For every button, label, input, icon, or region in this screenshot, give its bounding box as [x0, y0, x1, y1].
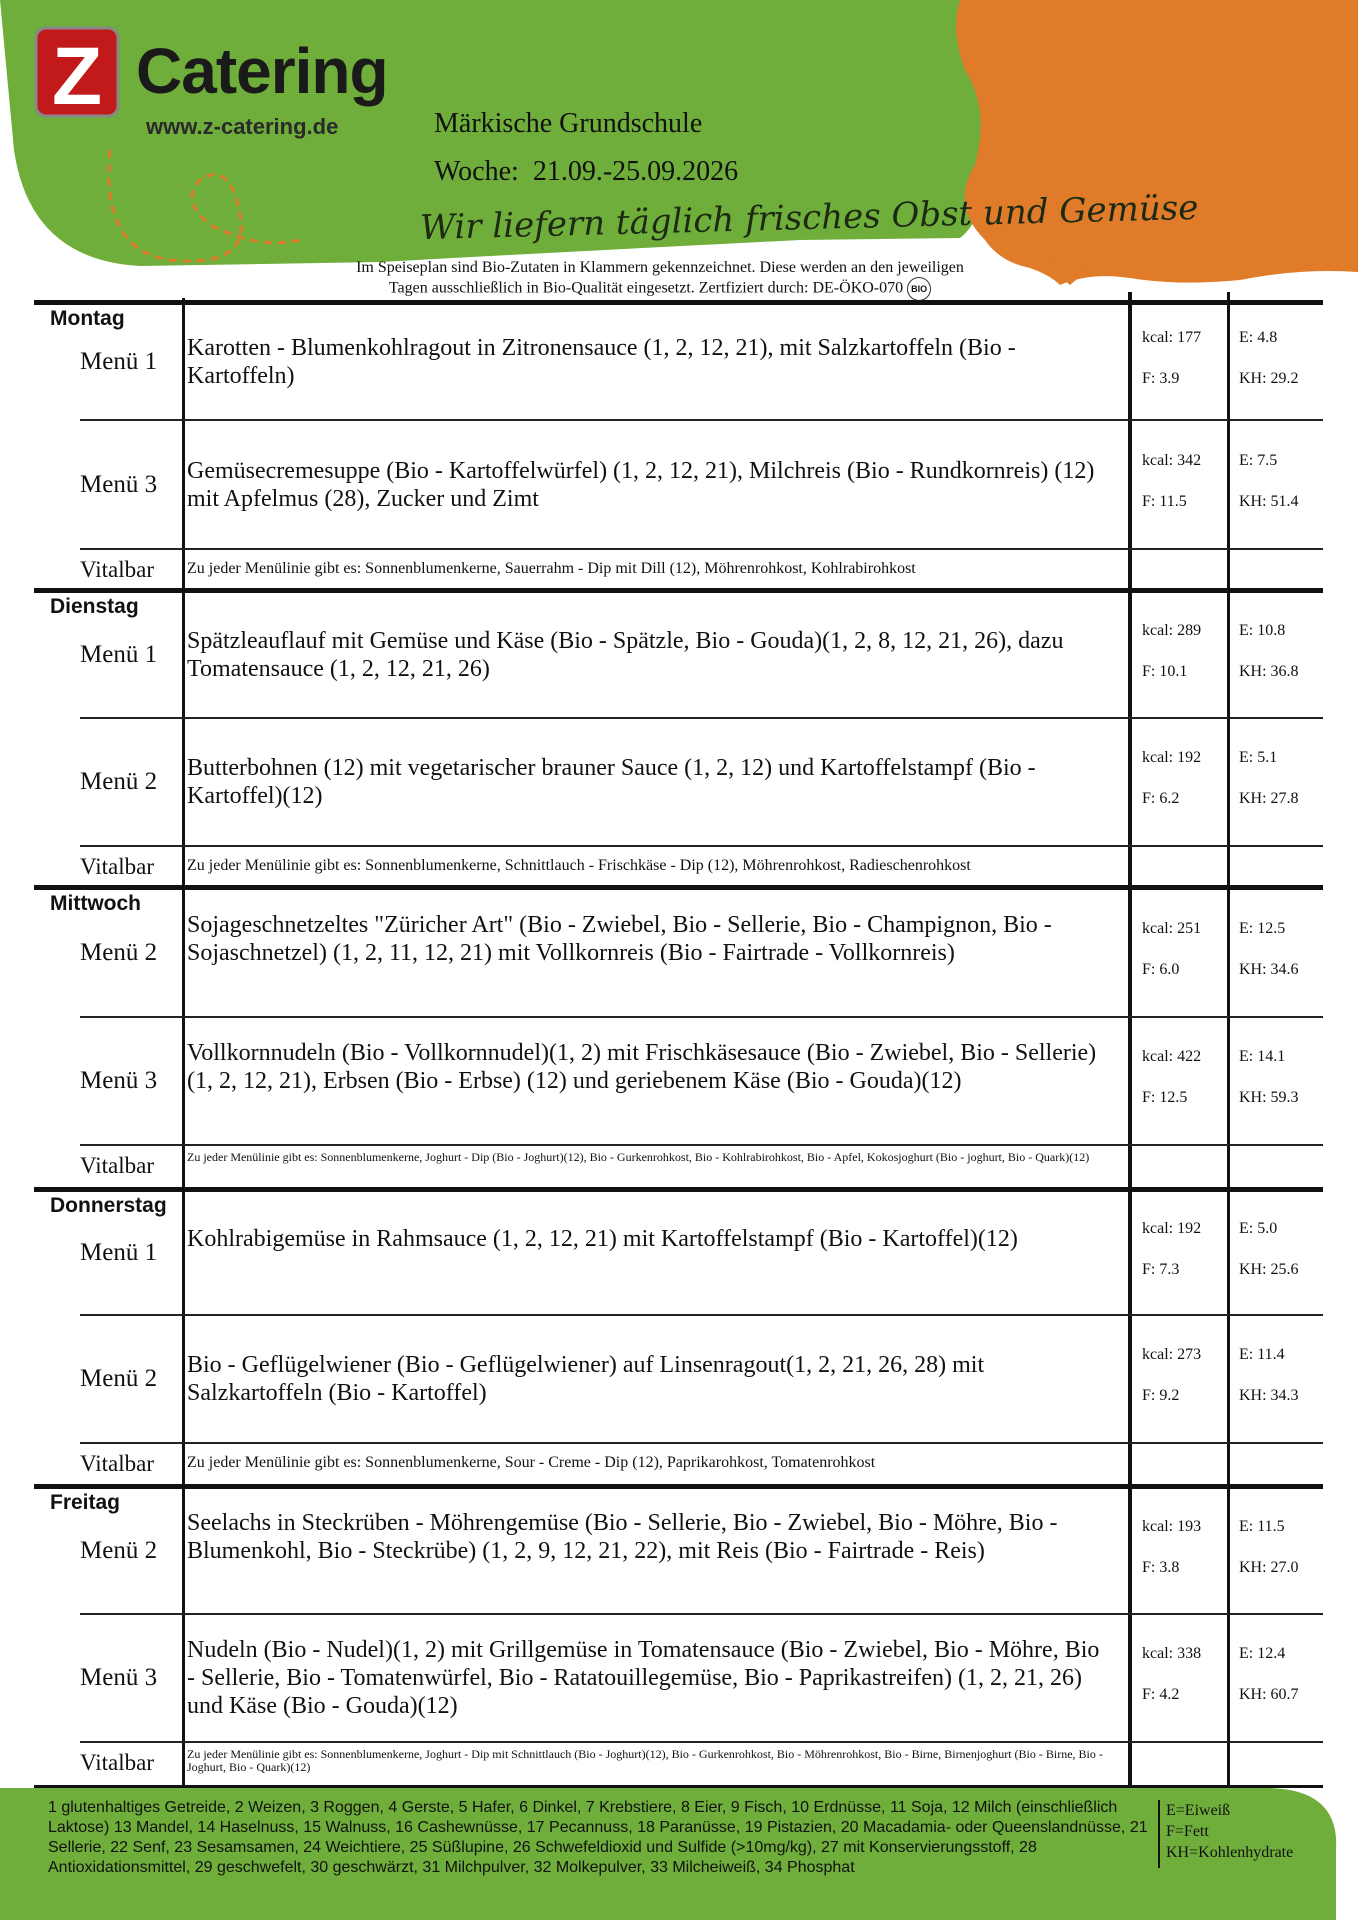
menu-label: Menü 3 — [80, 1664, 158, 1691]
legend-fat: F=Fett — [1166, 1823, 1209, 1840]
kcal-value: kcal: 422 — [1142, 1048, 1202, 1065]
bio-note — [300, 258, 1020, 301]
carbs-value: KH: 51.4 — [1239, 492, 1299, 510]
nutrition-legend — [1166, 1800, 1293, 1863]
menu-label: Menü 2 — [80, 1536, 158, 1564]
carbs-value: KH: 27.8 — [1239, 790, 1299, 807]
carbs-value: KH: 60.7 — [1239, 1686, 1299, 1703]
day-name: Donnerstag — [50, 1194, 167, 1217]
fat-value: F: 9.2 — [1142, 1387, 1180, 1404]
protein-value: E: 5.0 — [1239, 1219, 1278, 1237]
school-name: Märkische Grundschule — [434, 108, 703, 139]
bio-note-line2: Tagen ausschließlich in Bio-Qualität eingesetzt. Zertfiziert durch: DE-ÖKO-070 BIO — [300, 277, 1020, 301]
vital-separator — [80, 845, 1323, 847]
carbs-value: KH: 59.3 — [1239, 1089, 1299, 1106]
kcal-value: kcal: 338 — [1142, 1645, 1202, 1662]
column-divider-left — [182, 298, 185, 1788]
logo-name: Catering — [136, 35, 388, 107]
allergen-list: 1 glutenhaltiges Getreide, 2 Weizen, 3 Roggen, 4 Gerste, 5 Hafer, 6 Dinkel, 7 Krebstiere, 8 Eier, 9 Fisch, 10 Erdnüsse, 11 Soja, 12 Milch (einschließlich Laktose) 13 Mandel, 14 Haselnuss, 15 Walnuss, 16 Cashewnüsse, 17 Pecannuss, 18 Paranüsse, 19 Pistazien, 20 Macadamia- oder Queenslandnüsse, 21 Sellerie, 22 Senf, 23 Sesamsamen, 24 Weichtiere, 25 Süßlupine, 26 Schwefeldioxid und Sulfide (>10mg/kg), 27 mit Konservierungsstoff, 28 Antioxidationsmittel, 29 geschwefelt, 30 geschwärzt, 31 Milchpulver, 32 Molkepulver, 33 Milcheiweiß, 34 Phosphat — [48, 1799, 1148, 1876]
protein-value: E: 11.5 — [1239, 1517, 1285, 1535]
vitalbar-text: Zu jeder Menülinie gibt es: Sonnenblumenkerne, Sour - Creme - Dip (12), Paprikarohkost, Tomatenrohkost — [187, 1454, 876, 1471]
protein-value: E: 12.4 — [1239, 1645, 1286, 1662]
day-separator — [34, 300, 1323, 305]
kcal-value: kcal: 342 — [1142, 451, 1202, 469]
dish-description: Karotten - Blumenkohlragout in Zitronensauce (1, 2, 12, 21), mit Salzkartoffeln (Bio - Kartoffeln) — [187, 334, 1016, 389]
day-separator — [34, 885, 1323, 890]
kcal-value: kcal: 289 — [1142, 621, 1202, 639]
menu-separator — [80, 1016, 1323, 1018]
menu-label: Menü 1 — [80, 640, 158, 668]
week-range: 21.09.-25.09.2026 — [532, 156, 739, 187]
website-link[interactable]: www.z-catering.de — [146, 114, 339, 139]
week-label: Woche: — [434, 156, 519, 187]
vitalbar-text: Zu jeder Menülinie gibt es: Sonnenblumenkerne, Joghurt - Dip mit Schnittlauch (Bio - Joghurt)(12), Bio - Gurkenrohkost, Bio - Möhrenrohkost, Bio - Birne, Birnenjoghurt (Bio - Birne, Bio - Joghurt, Bio - Quark)(12) — [187, 1747, 1103, 1774]
menu-label: Menü 1 — [80, 1238, 158, 1266]
slogan: Wir liefern täglich frisches Obst und Gemüse — [419, 187, 1199, 249]
day-name: Mittwoch — [50, 892, 141, 915]
vital-separator — [80, 1144, 1323, 1146]
protein-value: E: 4.8 — [1239, 328, 1278, 346]
kcal-value: kcal: 177 — [1142, 328, 1202, 346]
day-separator — [34, 588, 1323, 593]
fat-value: F: 4.2 — [1142, 1686, 1180, 1703]
menu-label: Menü 2 — [80, 938, 158, 966]
vitalbar-label: Vitalbar — [80, 854, 154, 879]
menu-separator — [80, 1314, 1323, 1316]
fat-value: F: 10.1 — [1142, 662, 1188, 680]
fat-value: F: 6.0 — [1142, 960, 1180, 978]
protein-value: E: 11.4 — [1239, 1346, 1285, 1363]
day-name: Dienstag — [50, 595, 139, 618]
vitalbar-text: Zu jeder Menülinie gibt es: Sonnenblumenkerne, Sauerrahm - Dip mit Dill (12), Möhrenrohkost, Kohlrabirohkost — [187, 560, 916, 577]
protein-value: E: 7.5 — [1239, 451, 1278, 469]
carbs-value: KH: 34.6 — [1239, 960, 1299, 978]
carbs-value: KH: 25.6 — [1239, 1260, 1299, 1278]
fat-value: F: 7.3 — [1142, 1260, 1180, 1278]
protein-value: E: 12.5 — [1239, 919, 1286, 937]
menu-label: Menü 3 — [80, 1067, 158, 1094]
dish-description: Seelachs in Steckrüben - Möhrengemüse (Bio - Sellerie, Bio - Zwiebel, Bio - Möhre, Bio - Blumenkohl, Bio - Steckrübe) (1, 2, 9, 12, 21, 22), mit Reis (Bio - Fairtrade - Reis) — [187, 1509, 1058, 1564]
kcal-value: kcal: 273 — [1142, 1346, 1202, 1363]
protein-value: E: 14.1 — [1239, 1048, 1286, 1065]
column-divider-nutrition — [1128, 292, 1132, 1788]
vitalbar-label: Vitalbar — [80, 1750, 154, 1775]
fat-value: F: 3.8 — [1142, 1558, 1180, 1576]
day-separator — [34, 1187, 1323, 1192]
table-bottom-line — [34, 1785, 1323, 1788]
legend-protein: E=Eiweiß — [1166, 1802, 1231, 1819]
protein-value: E: 5.1 — [1239, 749, 1278, 766]
day-separator — [34, 1484, 1323, 1489]
kcal-value: kcal: 193 — [1142, 1517, 1202, 1535]
legend-carbs: KH=Kohlenhydrate — [1166, 1844, 1294, 1861]
day-name: Montag — [50, 307, 125, 330]
vitalbar-label: Vitalbar — [80, 1153, 154, 1178]
vital-separator — [80, 1442, 1323, 1444]
menu-separator — [80, 717, 1323, 719]
vitalbar-text: Zu jeder Menülinie gibt es: Sonnenblumenkerne, Schnittlauch - Frischkäse - Dip (12), Möhrenrohkost, Radieschenrohkost — [187, 857, 971, 874]
menu-label: Menü 2 — [80, 768, 158, 795]
dish-description: Vollkornnudeln (Bio - Vollkornnudel)(1, 2) mit Frischkäsesauce (Bio - Zwiebel, Bio - Sellerie) (1, 2, 12, 21), Erbsen (Bio - Erbse) (12) und geriebenem Käse (Bio - Gouda)(12) — [187, 1040, 1097, 1094]
footer-divider — [1158, 1800, 1160, 1868]
day-name: Freitag — [50, 1491, 121, 1514]
menu-separator — [80, 1613, 1323, 1615]
kcal-value: kcal: 251 — [1142, 919, 1202, 937]
menu-label: Menü 3 — [80, 470, 158, 498]
dish-description: Spätzleauflauf mit Gemüse und Käse (Bio - Spätzle, Bio - Gouda)(1, 2, 8, 12, 21, 26), dazu Tomatensauce (1, 2, 12, 21, 26) — [187, 627, 1064, 682]
bio-badge-icon: BIO — [907, 277, 931, 301]
logo-icon — [32, 22, 103, 122]
vitalbar-label: Vitalbar — [80, 557, 154, 582]
fat-value: F: 12.5 — [1142, 1089, 1188, 1106]
dish-description: Sojageschnetzeltes "Züricher Art" (Bio - Zwiebel, Bio - Sellerie, Bio - Champignon, Bio - Sojaschnetzel) (1, 2, 11, 12, 21) mit Vollkornreis (Bio - Fairtrade - Vollkornreis) — [187, 911, 1052, 966]
menu-label: Menü 1 — [80, 347, 158, 375]
dish-description: Nudeln (Bio - Nudel)(1, 2) mit Grillgemüse in Tomatensauce (Bio - Zwiebel, Bio - Möhre, Bio - Sellerie, Bio - Tomatenwürfel, Bio - Ratatouillegemüse, Bio - Paprikastreifen) (1, 2, 21, 26) und Käse (Bio - Gouda)(12) — [187, 1637, 1100, 1719]
week-line — [434, 156, 738, 188]
carbs-value: KH: 29.2 — [1239, 369, 1299, 387]
carbs-value: KH: 27.0 — [1239, 1558, 1299, 1576]
dish-description: Bio - Geflügelwiener (Bio - Geflügelwiener) auf Linsenragout(1, 2, 21, 26, 28) mit Salzkartoffeln (Bio - Kartoffel) — [187, 1352, 985, 1406]
fat-value: F: 6.2 — [1142, 790, 1180, 807]
dish-description: Butterbohnen (12) mit vegetarischer brauner Sauce (1, 2, 12) und Kartoffelstampf (Bio - Kartoffel)(12) — [187, 755, 1036, 809]
menu-separator — [80, 419, 1323, 421]
dish-description: Gemüsecremesuppe (Bio - Kartoffelwürfel) (1, 2, 12, 21), Milchreis (Bio - Rundkornreis) (12) mit Apfelmus (28), Zucker und Zimt — [187, 457, 1095, 512]
kcal-value: kcal: 192 — [1142, 749, 1202, 766]
fat-value: F: 11.5 — [1142, 492, 1187, 510]
column-divider-macros — [1227, 292, 1230, 1788]
bio-note-line1: Im Speiseplan sind Bio-Zutaten in Klammern gekennzeichnet. Diese werden an den jeweiligen — [356, 259, 964, 276]
carbs-value: KH: 36.8 — [1239, 662, 1299, 680]
menu-label: Menü 2 — [80, 1365, 158, 1392]
logo-letter: Z — [51, 31, 103, 122]
protein-value: E: 10.8 — [1239, 621, 1286, 639]
kcal-value: kcal: 192 — [1142, 1219, 1202, 1237]
fat-value: F: 3.9 — [1142, 369, 1180, 387]
dish-description: Kohlrabigemüse in Rahmsauce (1, 2, 12, 21) mit Kartoffelstampf (Bio - Kartoffel)(12) — [187, 1225, 1018, 1252]
vital-separator — [80, 548, 1323, 550]
carbs-value: KH: 34.3 — [1239, 1387, 1299, 1404]
vitalbar-label: Vitalbar — [80, 1451, 154, 1476]
vitalbar-text: Zu jeder Menülinie gibt es: Sonnenblumenkerne, Joghurt - Dip (Bio - Joghurt)(12), Bio - Gurkenrohkost, Bio - Kohlrabirohkost, Bio - Apfel, Kokosjoghurt (Bio - joghurt, Bio - Quark)(12) — [187, 1150, 1090, 1164]
vital-separator — [80, 1741, 1323, 1743]
